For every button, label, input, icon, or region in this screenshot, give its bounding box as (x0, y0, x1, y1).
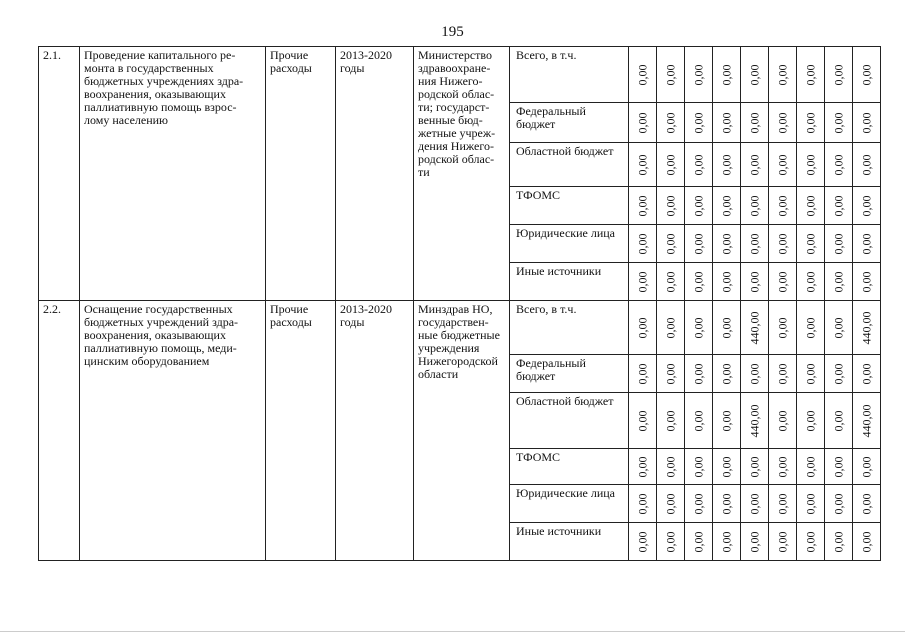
value-cell: 0,00 (769, 187, 797, 225)
value-cell: 440,00 (741, 393, 769, 449)
value-cell: 0,00 (769, 47, 797, 103)
value-cell: 0,00 (657, 301, 685, 355)
value-cell: 0,00 (685, 143, 713, 187)
value-cell: 0,00 (713, 47, 741, 103)
value-cell: 0,00 (657, 449, 685, 485)
value-cell: 0,00 (713, 485, 741, 523)
value-cell: 0,00 (741, 485, 769, 523)
table-row (39, 47, 881, 103)
value-cell: 0,00 (685, 355, 713, 393)
value-cell: 0,00 (657, 393, 685, 449)
period: 2013-2020 годы (336, 47, 414, 301)
value-cell: 0,00 (741, 523, 769, 561)
funding-source: Иные источники (510, 523, 629, 561)
value-cell: 0,00 (741, 263, 769, 301)
value-cell: 0,00 (853, 485, 881, 523)
value-cell: 0,00 (769, 143, 797, 187)
value-cell: 0,00 (853, 47, 881, 103)
funding-source: Федеральный бюджет (510, 103, 629, 143)
value-cell: 0,00 (825, 187, 853, 225)
value-cell: 0,00 (769, 449, 797, 485)
value-cell: 0,00 (853, 263, 881, 301)
funding-source: Иные источники (510, 263, 629, 301)
value-cell: 0,00 (657, 485, 685, 523)
value-cell: 0,00 (685, 393, 713, 449)
executor: Минздрав НО, государствен- ные бюджетные учреждения Нижегородской области (414, 301, 510, 561)
value-cell: 0,00 (713, 393, 741, 449)
value-cell: 0,00 (853, 449, 881, 485)
value-cell: 0,00 (629, 225, 657, 263)
measure-title: Проведение капитального ре- монта в государственных бюджетных учреждениях здра- воохранения, оказывающих паллиативную помощь взрос- лому населению (80, 47, 266, 301)
value-cell: 0,00 (797, 143, 825, 187)
value-cell: 0,00 (853, 187, 881, 225)
value-cell: 0,00 (825, 143, 853, 187)
value-cell: 0,00 (825, 393, 853, 449)
value-cell: 0,00 (769, 301, 797, 355)
value-cell: 0,00 (657, 103, 685, 143)
funding-source: Всего, в т.ч. (510, 47, 629, 103)
value-cell: 0,00 (825, 263, 853, 301)
value-cell: 0,00 (825, 47, 853, 103)
funding-source: ТФОМС (510, 449, 629, 485)
value-cell: 0,00 (797, 47, 825, 103)
value-cell: 0,00 (769, 225, 797, 263)
value-cell: 440,00 (741, 301, 769, 355)
value-cell: 0,00 (797, 523, 825, 561)
value-cell: 0,00 (713, 523, 741, 561)
value-cell: 0,00 (685, 225, 713, 263)
value-cell: 0,00 (797, 485, 825, 523)
value-cell: 0,00 (657, 523, 685, 561)
funding-source: Юридические лица (510, 225, 629, 263)
value-cell: 0,00 (685, 187, 713, 225)
value-cell: 0,00 (657, 355, 685, 393)
value-cell: 0,00 (629, 187, 657, 225)
value-cell: 440,00 (853, 301, 881, 355)
value-cell: 0,00 (713, 225, 741, 263)
value-cell: 0,00 (853, 143, 881, 187)
value-cell: 0,00 (797, 225, 825, 263)
value-cell: 0,00 (797, 263, 825, 301)
value-cell: 0,00 (825, 301, 853, 355)
period: 2013-2020 годы (336, 301, 414, 561)
value-cell: 0,00 (629, 47, 657, 103)
funding-source: ТФОМС (510, 187, 629, 225)
value-cell: 0,00 (825, 485, 853, 523)
value-cell: 0,00 (797, 187, 825, 225)
value-cell: 0,00 (797, 301, 825, 355)
value-cell: 0,00 (713, 263, 741, 301)
value-cell: 0,00 (657, 187, 685, 225)
measure-title: Оснащение государственных бюджетных учреждений здра- воохранения, оказывающих паллиативную помощь, меди- цинским оборудованием (80, 301, 266, 561)
value-cell: 0,00 (853, 523, 881, 561)
section-number: 2.2. (39, 301, 80, 561)
value-cell: 0,00 (741, 225, 769, 263)
value-cell: 0,00 (741, 449, 769, 485)
value-cell: 0,00 (713, 103, 741, 143)
expense-type: Прочие расходы (266, 47, 336, 301)
page-number: 195 (441, 24, 464, 40)
value-cell: 0,00 (657, 225, 685, 263)
value-cell: 440,00 (853, 393, 881, 449)
value-cell: 0,00 (629, 103, 657, 143)
value-cell: 0,00 (853, 355, 881, 393)
value-cell: 0,00 (769, 103, 797, 143)
expense-type: Прочие расходы (266, 301, 336, 561)
funding-source: Областной бюджет (510, 393, 629, 449)
value-cell: 0,00 (685, 485, 713, 523)
value-cell: 0,00 (769, 485, 797, 523)
funding-source: Всего, в т.ч. (510, 301, 629, 355)
value-cell: 0,00 (629, 263, 657, 301)
value-cell: 0,00 (769, 523, 797, 561)
value-cell: 0,00 (713, 187, 741, 225)
value-cell: 0,00 (741, 143, 769, 187)
table-row (39, 301, 881, 355)
value-cell: 0,00 (825, 355, 853, 393)
value-cell: 0,00 (685, 523, 713, 561)
value-cell: 0,00 (713, 301, 741, 355)
value-cell: 0,00 (769, 263, 797, 301)
value-cell: 0,00 (629, 393, 657, 449)
value-cell: 0,00 (657, 263, 685, 301)
value-cell: 0,00 (741, 47, 769, 103)
value-cell: 0,00 (629, 485, 657, 523)
value-cell: 0,00 (741, 355, 769, 393)
funding-source: Областной бюджет (510, 143, 629, 187)
value-cell: 0,00 (825, 523, 853, 561)
scan-artifact-line (0, 631, 905, 632)
funding-source: Юридические лица (510, 485, 629, 523)
value-cell: 0,00 (825, 449, 853, 485)
section-number: 2.1. (39, 47, 80, 301)
value-cell: 0,00 (685, 449, 713, 485)
value-cell: 0,00 (797, 393, 825, 449)
value-cell: 0,00 (797, 103, 825, 143)
value-cell: 0,00 (685, 47, 713, 103)
value-cell: 0,00 (769, 355, 797, 393)
value-cell: 0,00 (629, 355, 657, 393)
value-cell: 0,00 (629, 523, 657, 561)
value-cell: 0,00 (713, 143, 741, 187)
value-cell: 0,00 (797, 355, 825, 393)
executor: Министерство здравоохране- ния Нижего- родской облас- ти; государст- венные бюд- жетные учреж- дения Нижего- родской облас- ти (414, 47, 510, 301)
value-cell: 0,00 (741, 187, 769, 225)
value-cell: 0,00 (629, 301, 657, 355)
value-cell: 0,00 (657, 47, 685, 103)
value-cell: 0,00 (629, 449, 657, 485)
value-cell: 0,00 (797, 449, 825, 485)
program-table (38, 46, 881, 561)
value-cell: 0,00 (769, 393, 797, 449)
value-cell: 0,00 (741, 103, 769, 143)
value-cell: 0,00 (657, 143, 685, 187)
value-cell: 0,00 (685, 263, 713, 301)
value-cell: 0,00 (713, 449, 741, 485)
value-cell: 0,00 (825, 225, 853, 263)
value-cell: 0,00 (713, 355, 741, 393)
value-cell: 0,00 (685, 103, 713, 143)
value-cell: 0,00 (629, 143, 657, 187)
funding-source: Федеральный бюджет (510, 355, 629, 393)
value-cell: 0,00 (825, 103, 853, 143)
value-cell: 0,00 (853, 225, 881, 263)
value-cell: 0,00 (685, 301, 713, 355)
value-cell: 0,00 (853, 103, 881, 143)
